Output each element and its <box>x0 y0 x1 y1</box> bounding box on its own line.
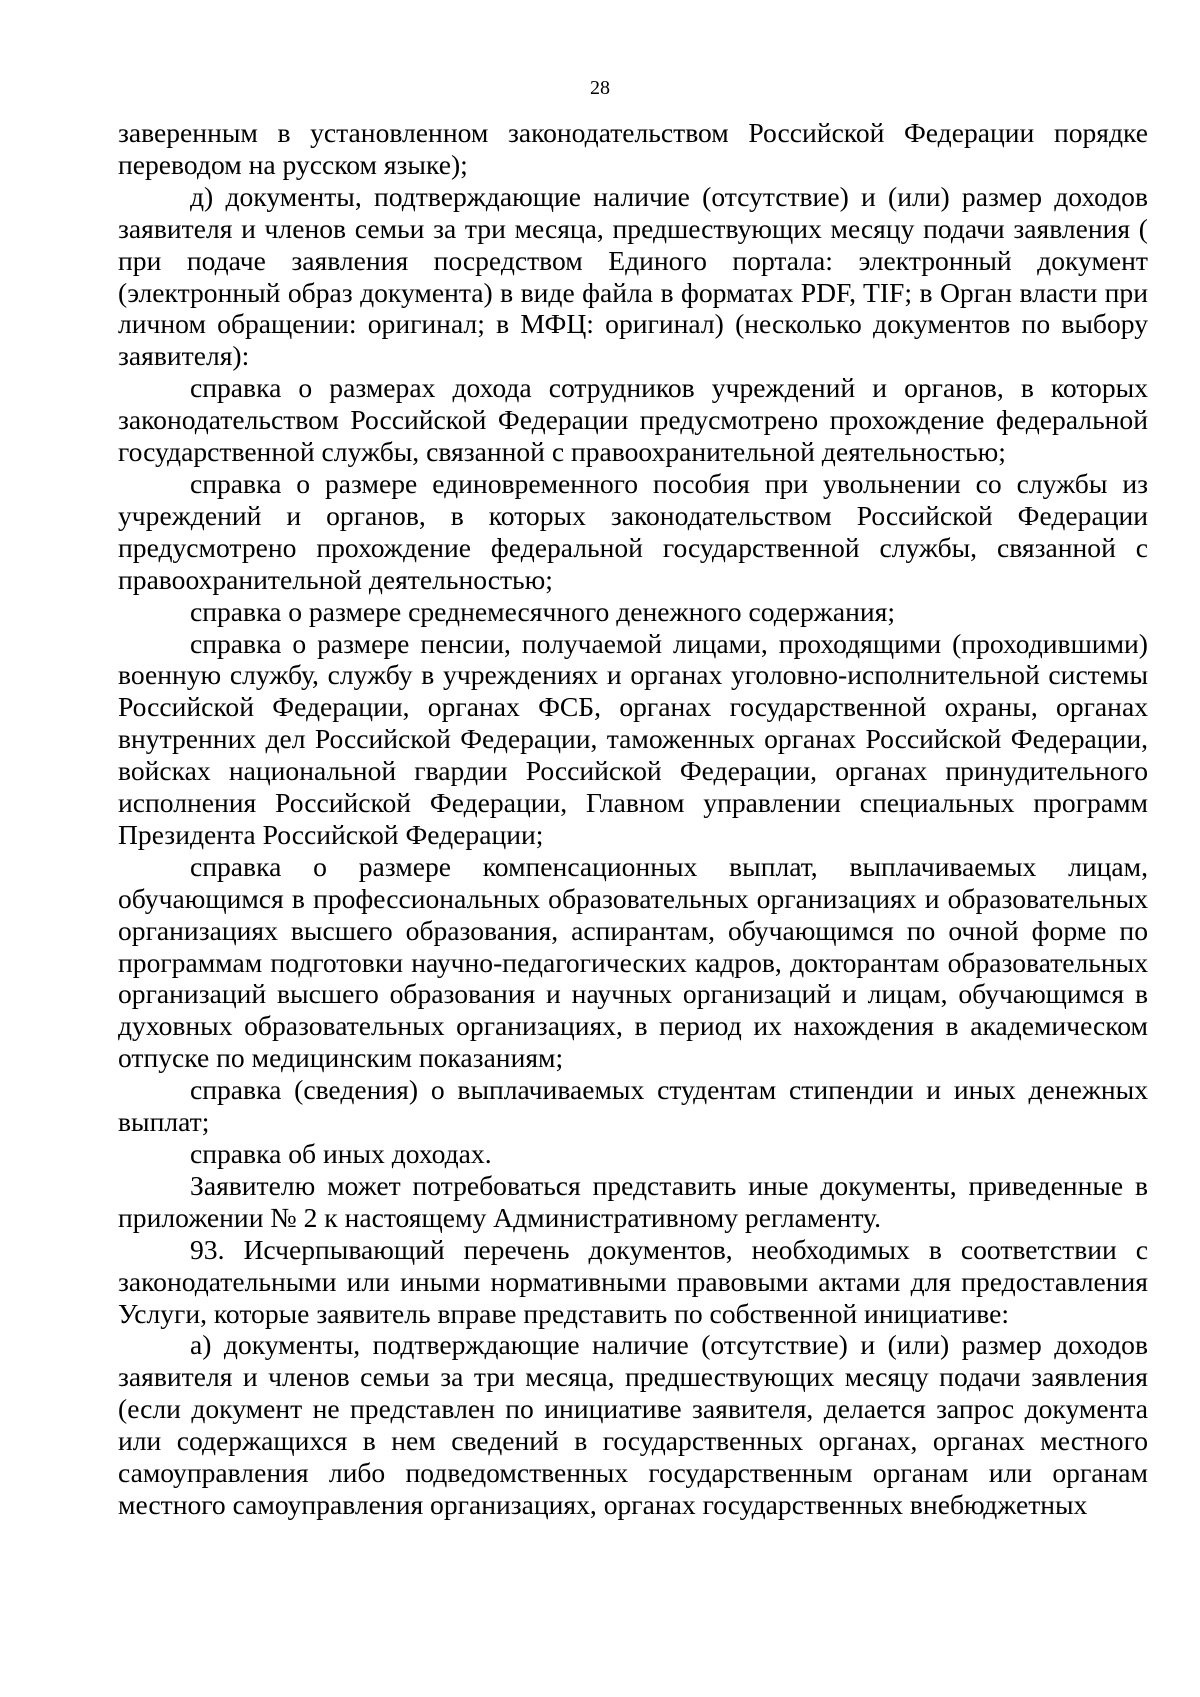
paragraph-income-certificate-law-enforcement: справка о размерах дохода сотрудников учреждений и органов, в которых законодательством Российской Федерации предусмотрено прохождение федеральной государственной службы, связанной с правоохранительной деятельностью; <box>118 372 1148 468</box>
paragraph-item-d: д) документы, подтверждающие наличие (отсутствие) и (или) размер доходов заявителя и членов семьи за три месяца, предшествующих месяцу подачи заявления ( при подаче заявления посредством Единого портала: электронный документ (электронный образ документа) в виде файла в форматах PDF, TIF; в Орган власти при личном обращении: оригинал; в МФЦ: оригинал) (несколько документов по выбору заявителя): <box>118 180 1148 372</box>
paragraph-severance-certificate: справка о размере единовременного пособия при увольнении со службы из учреждений и органов, в которых законодательством Российской Федерации предусмотрено прохождение федеральной государственной службы, связанной с правоохранительной деятельностью; <box>118 467 1148 595</box>
paragraph-monthly-allowance-certificate: справка о размере среднемесячного денежного содержания; <box>190 595 896 627</box>
document-body <box>118 117 1148 1521</box>
paragraph-pension-certificate: справка о размере пенсии, получаемой лицами, проходящими (проходившими) военную службу, службу в учреждениях и органах уголовно-исполнительной системы Российской Федерации, органах ФСБ, органах государственной охраны, органах внутренних дел Российской Федерации, таможенных органах Российской Федерации, войсках национальной гвардии Российской Федерации, органах принудительного исполнения Российской Федерации, Главном управлении специальных программ Президента Российской Федерации; <box>118 627 1148 850</box>
paragraph-other-income-certificate: справка об иных доходах. <box>190 1138 492 1169</box>
paragraph-item-a: а) документы, подтверждающие наличие (отсутствие) и (или) размер доходов заявителя и членов семьи за три месяца, предшествующих месяцу подачи заявления (если документ не представлен по инициативе заявителя, делается запрос документа или содержащихся в нем сведений в государственных органах, органах местного самоуправления либо подведомственных государственным органам или органам местного самоуправления организациях, органах государственных внебюджетных <box>118 1329 1148 1520</box>
paragraph-scholarship-certificate: справка (сведения) о выплачиваемых студентам стипендии и иных денежных выплат; <box>118 1074 1148 1138</box>
page-number: 28 <box>590 77 610 99</box>
paragraph-compensation-certificate: справка о размере компенсационных выплат, выплачиваемых лицам, обучающимся в профессиональных образовательных организациях и образовательных организациях высшего образования, аспирантам, обучающимся по очной форме по программам подготовки научно-педагогических кадров, докторантам образовательных организаций высшего образования и научных организаций и лицам, обучающимся в духовных образовательных организациях, в период их нахождения в академическом отпуске по медицинским показаниям; <box>118 850 1148 1074</box>
paragraph-continuation: заверенным в установленном законодательством Российской Федерации порядке переводом на русском языке); <box>118 117 1148 180</box>
paragraph-item-93: 93. Исчерпывающий перечень документов, необходимых в соответствии с законодательными или иными нормативными правовыми актами для предоставления Услуги, которые заявитель вправе представить по собственной инициативе: <box>118 1233 1148 1329</box>
paragraph-other-documents: Заявителю может потребоваться представить иные документы, приведенные в приложении № 2 к настоящему Административному регламенту. <box>118 1169 1148 1233</box>
